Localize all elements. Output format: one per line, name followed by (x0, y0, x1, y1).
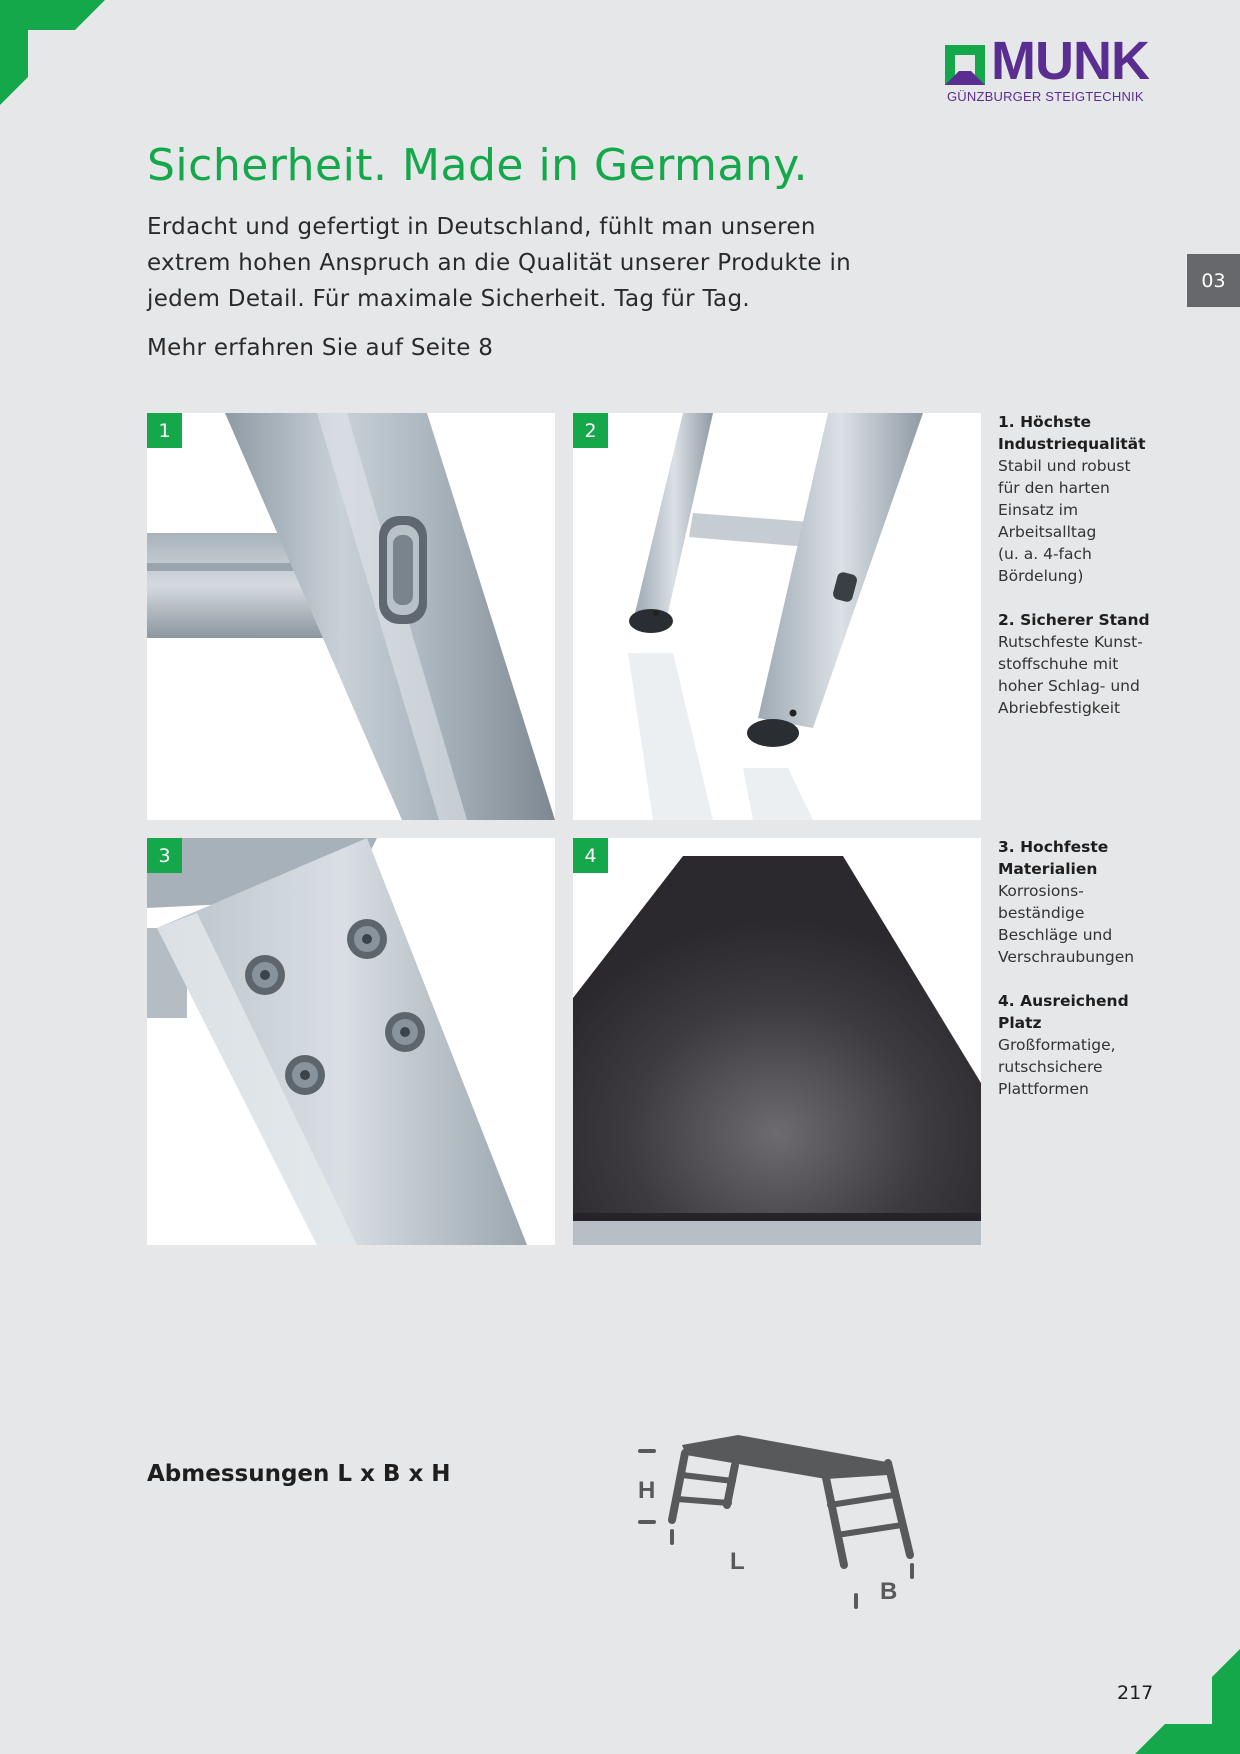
feature-description: Korrosions- beständige Beschläge und Verschraubungen (998, 882, 1135, 966)
feature-title: 2. Sicherer Stand (998, 611, 1150, 629)
corner-decoration-top (0, 0, 110, 110)
bolted-bracket-image (147, 838, 555, 1245)
feature-item (998, 990, 1163, 1100)
brand-subtitle: GÜNZBURGER STEIGTECHNIK (947, 89, 1144, 104)
munk-logo-icon (945, 45, 985, 85)
platform-dimension-diagram (630, 1425, 920, 1615)
photo-badge: 1 (147, 413, 182, 448)
photo-rung-connection (147, 413, 555, 820)
rung-connection-image (147, 413, 555, 820)
brand-name: MUNK (991, 31, 1149, 91)
feature-item (998, 836, 1163, 968)
photo-platform-surface (573, 838, 981, 1245)
brand-logo (945, 31, 1153, 108)
page-title: Sicherheit. Made in Germany. (147, 140, 808, 191)
feature-title: 4. Ausreichend Platz (998, 992, 1129, 1032)
dimensions-label: Abmessungen L x B x H (147, 1461, 451, 1487)
feature-list-lower (998, 836, 1163, 1122)
photo-badge: 4 (573, 838, 608, 873)
feature-item (998, 609, 1163, 719)
chapter-tab[interactable]: 03 (1187, 254, 1240, 307)
feature-description: Rutschfeste Kunst- stoffschuhe mit hoher Schlag- und Abriebfestigkeit (998, 633, 1143, 717)
photo-bolted-bracket (147, 838, 555, 1245)
page-number: 217 (1117, 1682, 1154, 1704)
length-label: L (730, 1548, 745, 1575)
feature-list-upper (998, 411, 1163, 741)
more-info-link[interactable]: Mehr erfahren Sie auf Seite 8 (147, 335, 494, 361)
height-label: H (638, 1477, 656, 1504)
width-label: B (880, 1578, 898, 1605)
feature-item (998, 411, 1163, 587)
ladder-feet-image (573, 413, 981, 820)
photo-badge: 3 (147, 838, 182, 873)
platform-surface-image (573, 838, 981, 1245)
feature-title: 1. Höchste Industriequalität (998, 413, 1146, 453)
feature-description: Großformatige, rutschsichere Plattformen (998, 1036, 1116, 1098)
photo-badge: 2 (573, 413, 608, 448)
feature-description: Stabil und robust für den harten Einsatz im Arbeitsalltag (u. a. 4-fach Bördelung) (998, 457, 1131, 585)
intro-text: Erdacht und gefertigt in Deutschland, fühlt man unseren extrem hohen Anspruch an die Qualität unserer Produkte in jedem Detail. Für maximale Sicherheit. Tag für Tag. (147, 214, 852, 312)
photo-ladder-feet (573, 413, 981, 820)
feature-title: 3. Hochfeste Materialien (998, 838, 1109, 878)
